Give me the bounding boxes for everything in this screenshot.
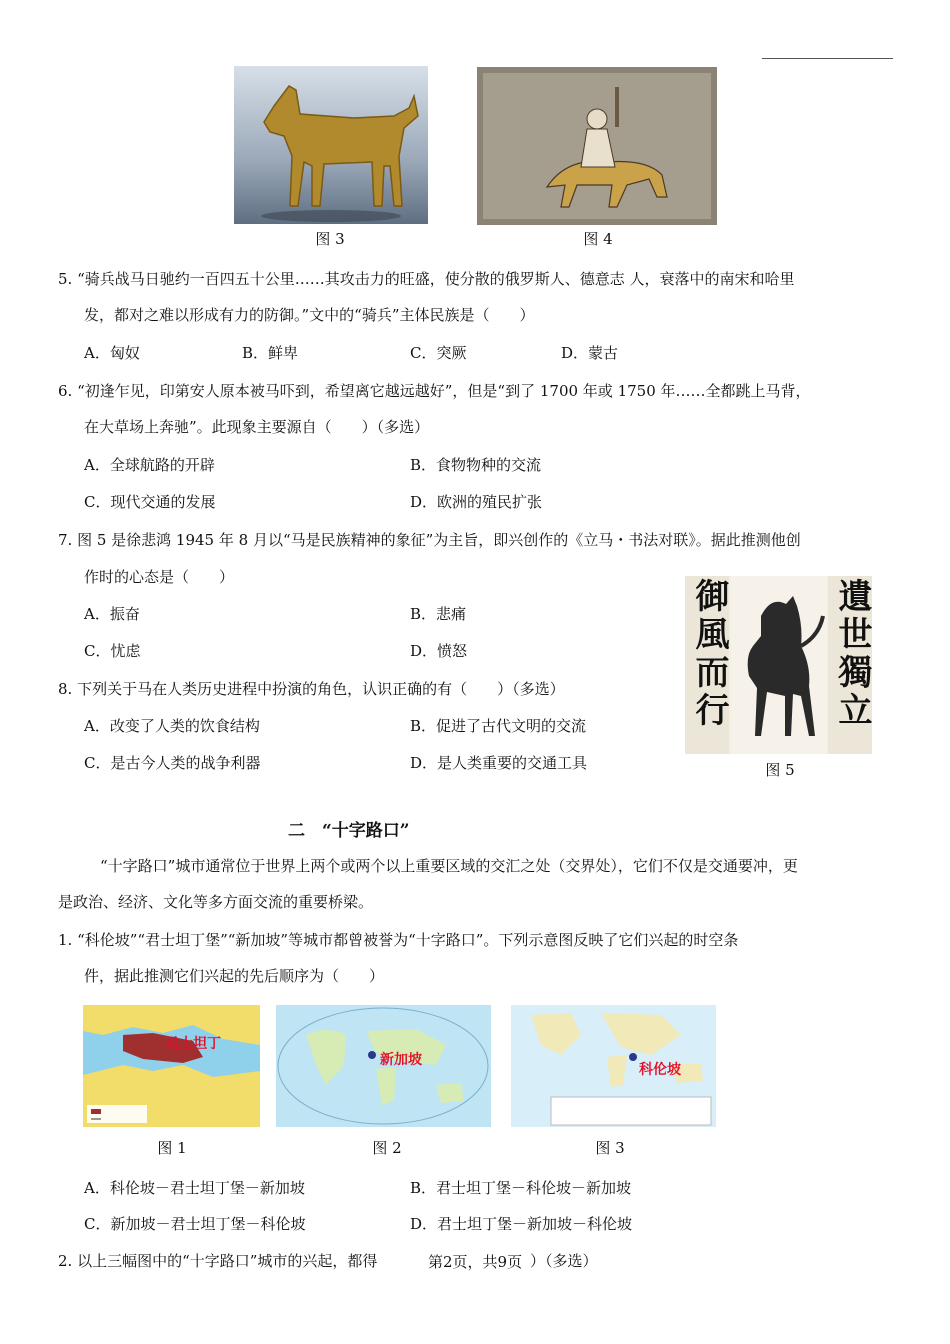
- figure-5-left-scroll: 御風而行: [685, 576, 729, 754]
- q6-option-c: C．现代交通的发展: [84, 493, 216, 511]
- figure-4-caption: 图 4: [583, 230, 613, 248]
- q6-line2: 在大草场上奔驰”。此现象主要源自（ ）（多选）: [84, 418, 430, 436]
- figure-5-horse: [731, 576, 827, 754]
- section-2-intro-line2: 是政治、经济、文化等多方面交流的重要桥梁。: [58, 893, 374, 911]
- s2q1-line1: 1. “科伦坡”“君士坦丁堡”“新加坡”等城市都曾被誉为“十字路口”。下列示意图反映了它们兴起的时空条: [58, 931, 739, 949]
- q8-option-d: D．是人类重要的交通工具: [410, 754, 588, 772]
- q5-option-b: B．鲜卑: [242, 344, 299, 362]
- map-2-caption: 图 2: [372, 1139, 402, 1157]
- q8-option-b: B．促进了古代文明的交流: [410, 717, 587, 735]
- figure-3-horse-statue: [234, 66, 428, 224]
- figure-3-caption: 图 3: [315, 230, 345, 248]
- figure-5-caption: 图 5: [765, 761, 795, 779]
- map-3: [511, 1005, 716, 1127]
- map-2-label: 新加坡: [380, 1052, 422, 1068]
- q7-line1: 7. 图 5 是徐悲鸿 1945 年 8 月以“马是民族精神的象征”为主旨，即兴创作的《立马・书法对联》。据此推测他创: [58, 531, 801, 549]
- figure-5-right-scroll: 遺世獨立: [828, 576, 872, 754]
- q7-option-a: A．振奋: [84, 605, 140, 623]
- q7-line2: 作时的心态是（ ）: [84, 568, 235, 586]
- map-1-label: 君士坦丁: [165, 1036, 221, 1052]
- s2q2-line1-end: ）（多选）: [530, 1252, 598, 1270]
- q8-option-a: A．改变了人类的饮食结构: [84, 717, 260, 735]
- s2q1-option-a: A．科伦坡－君士坦丁堡－新加坡: [84, 1179, 305, 1197]
- q5-line2: 发，都对之难以形成有力的防御。”文中的“骑兵”主体民族是（ ）: [84, 306, 535, 324]
- q8-line1: 8. 下列关于马在人类历史进程中扮演的角色，认识正确的有（ ）（多选）: [58, 680, 565, 698]
- q5-option-c: C．突厥: [410, 344, 467, 362]
- s2q1-option-b: B．君士坦丁堡－科伦坡－新加坡: [410, 1179, 632, 1197]
- page-footer: 第2页，共9页: [428, 1253, 523, 1271]
- s2q1-option-c: C．新加坡－君士坦丁堡－科伦坡: [84, 1215, 306, 1233]
- q7-option-b: B．悲痛: [410, 605, 467, 623]
- s2q1-option-d: D．君士坦丁堡－新加坡－科伦坡: [410, 1215, 633, 1233]
- map-3-label: 科伦坡: [639, 1062, 681, 1078]
- s2q1-line2: 件，据此推测它们兴起的先后顺序为（ ）: [84, 967, 385, 985]
- map-2: [276, 1005, 491, 1127]
- q8-option-c: C．是古今人类的战争利器: [84, 754, 261, 772]
- figure-5-painting: [685, 576, 872, 754]
- q6-option-d: D．欧洲的殖民扩张: [410, 493, 543, 511]
- q5-option-d: D．蒙古: [561, 344, 619, 362]
- q6-option-a: A．全球航路的开辟: [84, 456, 215, 474]
- q6-option-b: B．食物物种的交流: [410, 456, 542, 474]
- map-1-caption: 图 1: [157, 1139, 187, 1157]
- figure-4-mural: [477, 67, 717, 225]
- s2q2-line1: 2. 以上三幅图中的“十字路口”城市的兴起，都得: [58, 1252, 378, 1270]
- q7-option-d: D．愤怒: [410, 642, 468, 660]
- q5-line1: 5. “骑兵战马日驰约一百四五十公里……其攻击力的旺盛，使分散的俄罗斯人、德意志 人，衰落中的南宋和哈里: [58, 270, 795, 288]
- map-1: [83, 1005, 260, 1127]
- q7-option-c: C．忧虑: [84, 642, 141, 660]
- section-2-intro-line1: “十字路口”城市通常位于世界上两个或两个以上重要区域的交汇之处（交界处），它们不仅是交通要冲，更: [100, 857, 798, 875]
- map-3-caption: 图 3: [595, 1139, 625, 1157]
- q5-option-a: A．匈奴: [84, 344, 140, 362]
- section-2-title: 二 “十字路口”: [288, 821, 410, 841]
- header-rule: [762, 58, 893, 59]
- q6-line1: 6. “初逢乍见，印第安人原本被马吓到，希望离它越远越好”，但是“到了 1700 年或 1750 年……全都跳上马背，: [58, 382, 811, 400]
